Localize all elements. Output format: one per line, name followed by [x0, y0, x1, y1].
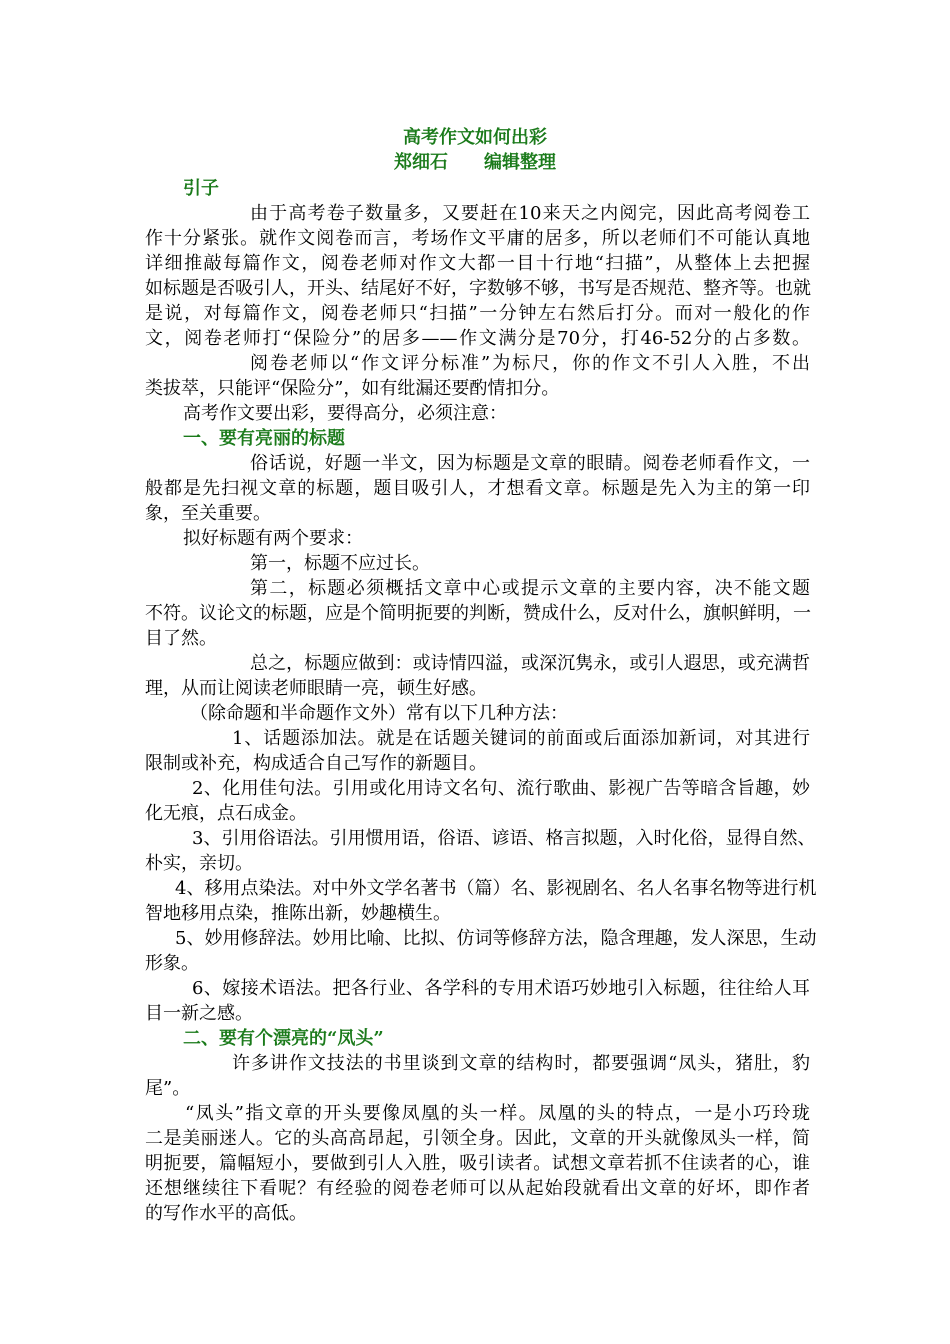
paragraph-line: 文，阅卷老师打“保险分”的居多——作文满分是70分，打46-52分的占多数。	[145, 328, 810, 349]
paragraph-line: 如标题是否吸引人，开头、结尾好不好，字数够不够，书写是否规范、整齐等。也就	[145, 278, 811, 299]
paragraph-line: “凤头”指文章的开头要像凤凰的头一样。凤凰的头的特点，一是小巧玲珑	[185, 1103, 810, 1124]
paragraph-line: 还想继续往下看呢？有经验的阅卷老师可以从起始段就看出文章的好坏，即作者	[145, 1178, 810, 1199]
paragraph-line: 象，至关重要。	[145, 503, 271, 524]
list-item-line: 形象。	[145, 953, 199, 974]
paragraph-line: 许多讲作文技法的书里谈到文章的结构时，都要强调“凤头，猪肚，豹	[232, 1053, 810, 1074]
list-item-line: 朴实，亲切。	[145, 853, 253, 874]
list-item-line: 6、嫁接术语法。把各行业、各学科的专用术语巧妙地引入标题，往往给人耳	[192, 978, 810, 999]
paragraph-line: 的写作水平的高低。	[145, 1203, 307, 1224]
paragraph-line: 二是美丽迷人。它的头高高昂起，引领全身。因此，文章的开头就像凤头一样，简	[145, 1128, 810, 1149]
paragraph-line: 不符。议论文的标题，应是个简明扼要的判断，赞成什么，反对什么，旗帜鲜明，一	[145, 603, 811, 624]
list-item-line: 限制或补充，构成适合自己写作的新题目。	[145, 753, 487, 774]
paragraph-line: 拟好标题有两个要求：	[183, 528, 363, 549]
paragraph-line: 详细推敲每篇作文，阅卷老师对作文大都一目十行地“扫描”，从整体上去把握	[145, 253, 810, 274]
document-byline: 郑细石 编辑整理	[394, 152, 556, 173]
paragraph-line: 由于高考卷子数量多，又要赶在10来天之内阅完，因此高考阅卷工	[250, 203, 810, 224]
paragraph-line: 作十分紧张。就作文阅卷而言，考场作文平庸的居多，所以老师们不可能认真地	[145, 228, 810, 249]
list-item-line: 2、化用佳句法。引用或化用诗文名句、流行歌曲、影视广告等暗含旨趣，妙	[192, 778, 810, 799]
paragraph-line: （除命题和半命题作文外）常有以下几种方法：	[190, 703, 568, 724]
list-item-line: 1、话题添加法。就是在话题关键词的前面或后面添加新词，对其进行	[232, 728, 810, 749]
list-item-line: 化无痕，点石成金。	[145, 803, 307, 824]
list-item-line: 5、妙用修辞法。妙用比喻、比拟、仿词等修辞方法，隐含理趣，发人深思，生动	[175, 928, 817, 949]
paragraph-line: 理，从而让阅读老师眼睛一亮，顿生好感。	[145, 678, 487, 699]
paragraph-line: 俗话说，好题一半文，因为标题是文章的眼睛。阅卷老师看作文，一	[250, 453, 810, 474]
list-item-line: 智地移用点染，推陈出新，妙趣横生。	[145, 903, 451, 924]
paragraph-line: 高考作文要出彩，要得高分，必须注意：	[183, 403, 507, 424]
paragraph-line: 是说，对每篇作文，阅卷老师只“扫描”一分钟左右然后打分。而对一般化的作	[145, 303, 810, 324]
list-item-line: 4、移用点染法。对中外文学名著书（篇）名、影视剧名、名人名事名物等进行机	[175, 878, 817, 899]
paragraph-line: 类拔萃，只能评“保险分”，如有纰漏还要酌情扣分。	[145, 378, 560, 399]
section-heading-intro: 引子	[183, 178, 219, 199]
paragraph-line: 明扼要，篇幅短小，要做到引人入胜，吸引读者。试想文章若抓不住读者的心，谁	[145, 1153, 810, 1174]
paragraph-line: 尾”。	[145, 1078, 191, 1099]
section-heading-1: 一、要有亮丽的标题	[183, 428, 345, 449]
paragraph-line: 第二，标题必须概括文章中心或提示文章的主要内容，决不能文题	[250, 578, 810, 599]
paragraph-line: 阅卷老师以“作文评分标准”为标尺，你的作文不引人入胜，不出	[250, 353, 810, 374]
paragraph-line: 般都是先扫视文章的标题，题目吸引人，才想看文章。标题是先入为主的第一印	[145, 478, 810, 499]
paragraph-line: 目了然。	[145, 628, 217, 649]
document-title: 高考作文如何出彩	[403, 127, 547, 148]
list-item-line: 3、引用俗语法。引用惯用语，俗语、谚语、格言拟题，入时化俗，显得自然、	[192, 828, 816, 849]
paragraph-line: 第一，标题不应过长。	[250, 553, 430, 574]
section-heading-2: 二、要有个漂亮的“凤头”	[183, 1028, 384, 1049]
paragraph-line: 总之，标题应做到：或诗情四溢，或深沉隽永，或引人遐思，或充满哲	[250, 653, 810, 674]
list-item-line: 目一新之感。	[145, 1003, 253, 1024]
